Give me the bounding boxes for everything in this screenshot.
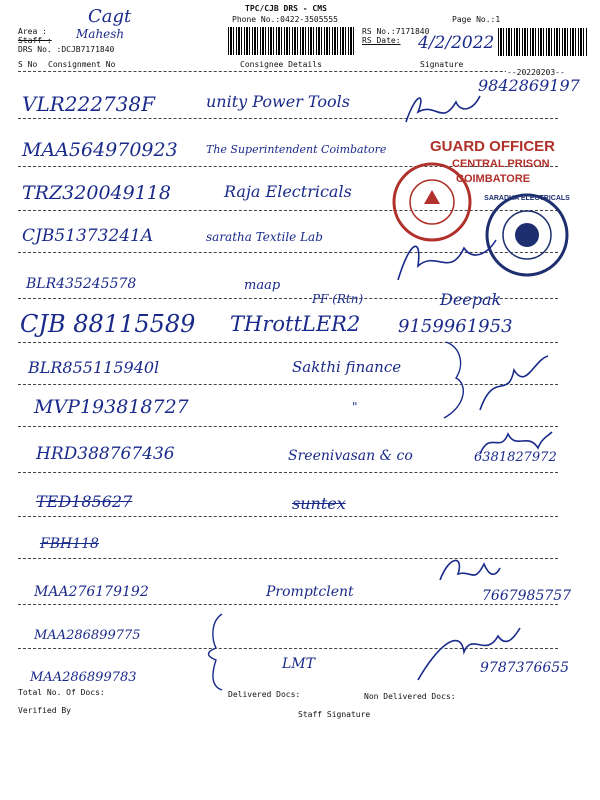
header-divider (18, 71, 558, 72)
consignment-no: MAA286899775 (34, 628, 141, 643)
consignee-name: Raja Electricals (224, 182, 352, 201)
consignee-name: suntex (292, 494, 346, 513)
consignment-no: CJB 88115589 (20, 310, 196, 338)
signature-6 (414, 618, 524, 688)
consignment-no: FBH118 (40, 536, 99, 552)
drs-number: DRS No. :DCJB7171840 (18, 45, 115, 54)
coimbatore-stamp: COIMBATORE (456, 173, 531, 185)
signature-3 (474, 350, 554, 420)
non-delivered-docs-label: Non Delivered Docs: (364, 692, 456, 701)
total-docs-label: Total No. Of Docs: (18, 688, 105, 697)
barcode-drs (228, 27, 356, 41)
rs-date-label: RS Date: (362, 36, 401, 45)
signature-4 (476, 424, 556, 460)
signature-5 (434, 550, 504, 590)
consignment-no: MAA286899783 (30, 670, 137, 685)
staff-signature-label: Staff Signature (298, 710, 371, 719)
consignee-name: Promptclent (266, 584, 354, 600)
barcode-rs-2 (498, 42, 588, 56)
area-value: Cagt (88, 6, 132, 27)
signature-2 (392, 230, 502, 290)
row-divider (18, 210, 558, 211)
consignment-no: BLR435245578 (26, 276, 137, 292)
phone-note: 9159961953 (398, 316, 513, 337)
consignment-no: CJB51373241A (22, 226, 154, 246)
consignee-name: maap (244, 278, 281, 293)
consignee-name: unity Power Tools (206, 92, 350, 111)
phone-note: 6381827972 (474, 450, 557, 465)
delivered-docs-label: Delivered Docs: (228, 690, 301, 699)
col-consignee: Consignee Details (240, 60, 322, 69)
svg-text:SARADHA ELECTRICALS: SARADHA ELECTRICALS (484, 195, 570, 202)
phone-note: 7667985757 (482, 588, 572, 604)
consignee-name: saratha Textile Lab (206, 230, 323, 244)
rs-date-value: 4/2/2022 (418, 33, 495, 53)
phone-number: Phone No.:0422-3505555 (232, 15, 338, 24)
document-title: TPC/CJB DRS - CMS (245, 4, 327, 13)
consignment-no: MAA564970923 (22, 139, 178, 161)
consignment-no: VLR222738F (22, 92, 156, 116)
signature-1 (396, 82, 486, 142)
deepak-note: Deepak (440, 290, 502, 309)
consignee-name: " (352, 400, 358, 414)
consignment-no: MAA276179192 (34, 584, 149, 600)
staff-value: Mahesh (76, 27, 125, 41)
pf-rtn-note: PF (Rtn) (312, 292, 364, 306)
consignee-name: Sakthi finance (292, 358, 402, 376)
consignee-name: Sreenivasan & co (288, 448, 413, 464)
brace-mark-lower (204, 612, 228, 692)
consignee-name: THrottLER2 (230, 312, 361, 336)
consignment-no: TED185627 (36, 492, 133, 511)
consignment-no: HRD388767436 (36, 444, 175, 464)
date-code: --20220203-- (507, 68, 565, 77)
consignment-no: TRZ320049118 (22, 182, 171, 204)
area-label: Area : (18, 27, 47, 36)
phone-note: 9842869197 (478, 76, 580, 95)
staff-label: Staff : (18, 36, 52, 45)
consignee-name: LMT (282, 656, 315, 672)
col-signature: Signature (420, 60, 464, 69)
row-divider (18, 516, 558, 517)
verified-by-label: Verified By (18, 706, 71, 715)
consignee-name: The Superintendent Coimbatore (206, 143, 387, 156)
phone-note: 9787376655 (480, 660, 570, 676)
guard-officer-stamp: GUARD OFFICER (430, 138, 555, 155)
barcode-drs-2 (228, 41, 356, 55)
col-sno: S No (18, 60, 38, 69)
consignment-no: MVP193818727 (34, 396, 189, 418)
row-divider (18, 472, 558, 473)
rs-number: RS No.:7171840 (362, 27, 430, 36)
consignment-no: BLR855115940l (28, 358, 160, 377)
page-number: Page No.:1 (452, 15, 501, 24)
col-consignment: Consignment No (48, 60, 116, 69)
row-divider (18, 604, 558, 605)
central-prison-stamp: CENTRAL PRISON (452, 158, 550, 170)
barcode-rs (498, 28, 588, 42)
